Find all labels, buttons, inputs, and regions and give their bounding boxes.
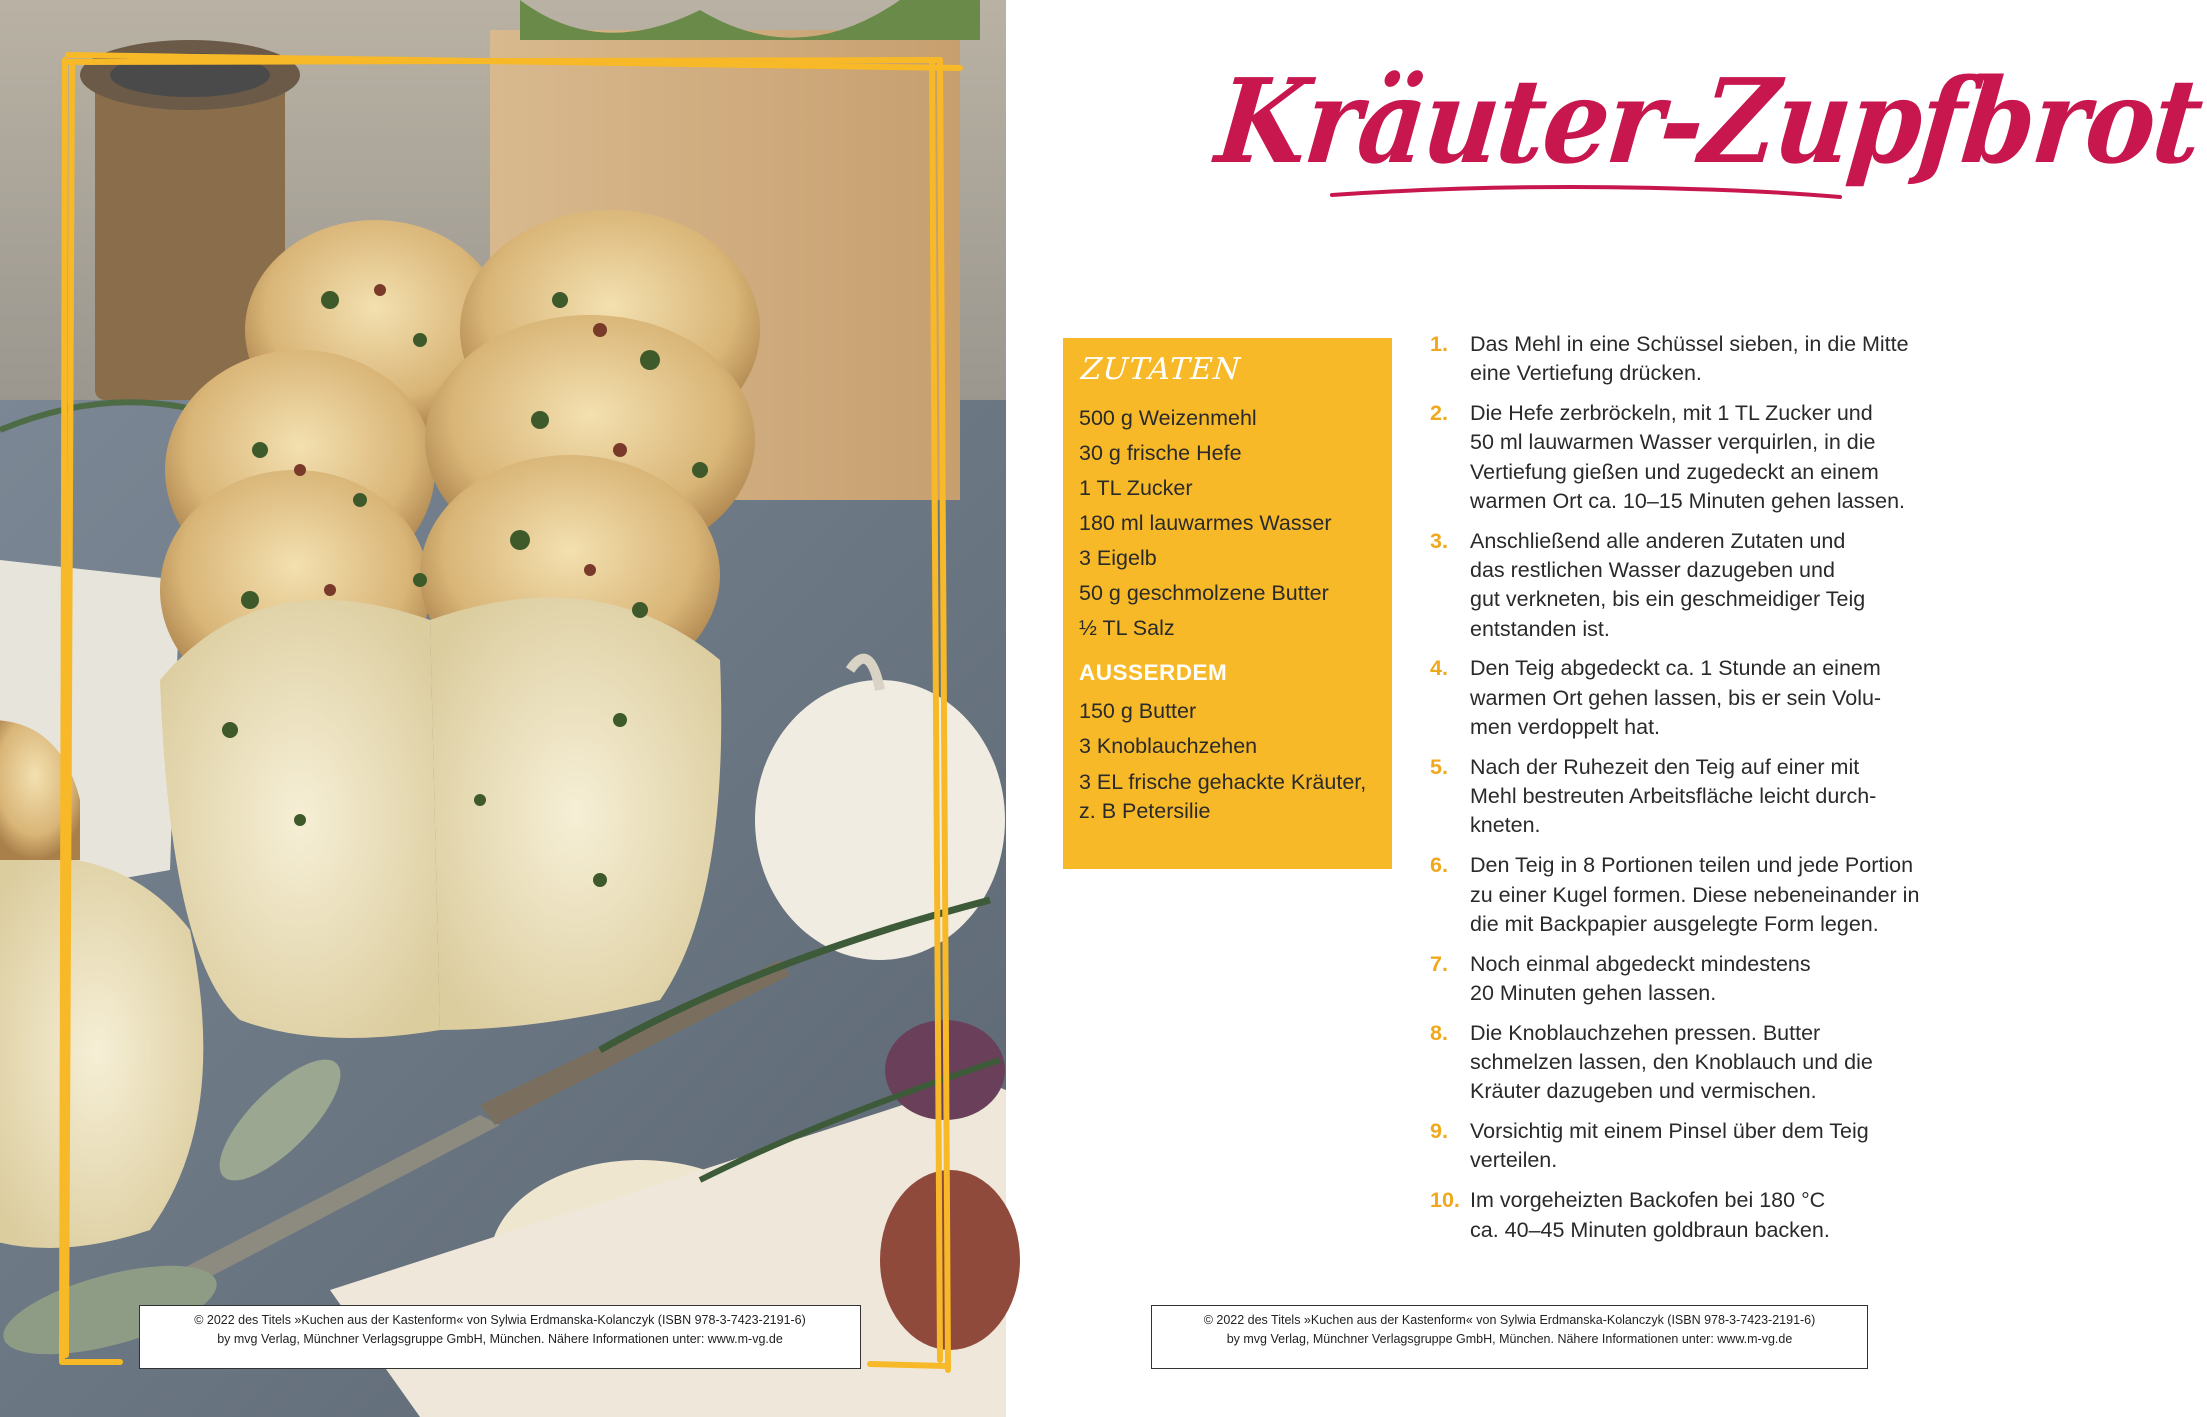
extra-ingredient-item: 3 Knoblauchzehen bbox=[1079, 734, 1258, 758]
step-text-line: Mehl bestreuten Arbeitsfläche leicht durch- bbox=[1470, 784, 1877, 809]
step-text-line: 50 ml lauwarmen Wasser verquirlen, in die bbox=[1470, 430, 1876, 455]
step-text-line: men verdoppelt hat. bbox=[1470, 715, 1661, 740]
step-number: 7. bbox=[1430, 951, 1448, 976]
title-swash-underline bbox=[1330, 175, 1850, 215]
step-text-line: Den Teig in 8 Portionen teilen und jede Portion bbox=[1470, 853, 1914, 878]
ingredient-item: ½ TL Salz bbox=[1079, 616, 1175, 640]
step-item bbox=[1430, 330, 1970, 389]
step-item bbox=[1430, 1019, 1970, 1107]
step-text-line: Die Knoblauchzehen pressen. Butter bbox=[1470, 1020, 1821, 1045]
step-text-line: Kräuter dazugeben und vermischen. bbox=[1470, 1079, 1817, 1104]
copyright-line-2: by mvg Verlag, Münchner Verlagsgruppe GmbH, München. Nähere Informationen unter: www.m-vg.de bbox=[1226, 1332, 1793, 1346]
step-text-line: Die Hefe zerbröckeln, mit 1 TL Zucker und bbox=[1470, 401, 1873, 426]
extra-ingredient-list bbox=[1079, 694, 1376, 826]
step-item bbox=[1430, 753, 1970, 841]
step-item bbox=[1430, 1186, 1970, 1245]
step-text-line: Noch einmal abgedeckt mindestens bbox=[1470, 951, 1811, 976]
step-item bbox=[1430, 851, 1970, 939]
step-number: 6. bbox=[1430, 853, 1448, 878]
ingredient-item: 1 TL Zucker bbox=[1079, 476, 1193, 500]
extra-ingredient-item: 150 g Butter bbox=[1079, 699, 1197, 723]
copyright-line-1: © 2022 des Titels »Kuchen aus der Kastenform« von Sylwia Erdmanska-Kolanczyk (ISBN 978-3-7423-2191-6) bbox=[194, 1313, 806, 1327]
step-number: 5. bbox=[1430, 754, 1448, 779]
ingredient-item: 30 g frische Hefe bbox=[1079, 441, 1242, 465]
step-text-line: Den Teig abgedeckt ca. 1 Stunde an einem bbox=[1470, 656, 1881, 681]
step-item bbox=[1430, 950, 1970, 1009]
ingredient-item: 3 Eigelb bbox=[1079, 546, 1157, 570]
step-text-line: Anschließend alle anderen Zutaten und bbox=[1470, 528, 1846, 553]
step-text-line: warmen Ort ca. 10–15 Minuten gehen lassen. bbox=[1470, 488, 1906, 513]
bread-photo-illustration bbox=[0, 0, 1006, 1417]
ingredient-list bbox=[1079, 401, 1376, 646]
copyright-notice-right bbox=[1151, 1305, 1868, 1369]
step-text-line: 20 Minuten gehen lassen. bbox=[1470, 980, 1717, 1005]
ingredients-heading: ZUTATEN bbox=[1079, 352, 1242, 387]
step-text-line: Vorsichtig mit einem Pinsel über dem Teig bbox=[1470, 1119, 1869, 1144]
ingredient-item: 180 ml lauwarmes Wasser bbox=[1079, 511, 1332, 535]
step-item bbox=[1430, 1117, 1970, 1176]
recipe-photo bbox=[0, 0, 1006, 1417]
step-text-line: entstanden ist. bbox=[1470, 616, 1610, 641]
step-item bbox=[1430, 399, 1970, 516]
step-item bbox=[1430, 654, 1970, 742]
step-text-line: zu einer Kugel formen. Diese nebeneinander in bbox=[1470, 882, 1920, 907]
copyright-notice-left bbox=[139, 1305, 861, 1369]
step-text-line: die mit Backpapier ausgelegte Form legen. bbox=[1470, 911, 1879, 936]
step-number: 4. bbox=[1430, 656, 1448, 681]
step-item bbox=[1430, 527, 1970, 644]
step-text-line: gut verkneten, bis ein geschmeidiger Teig bbox=[1470, 587, 1866, 612]
ingredient-item: 500 g Weizenmehl bbox=[1079, 406, 1257, 430]
step-text-line: eine Vertiefung drücken. bbox=[1470, 361, 1702, 386]
step-text-line: verteilen. bbox=[1470, 1148, 1558, 1173]
step-text-line: kneten. bbox=[1470, 813, 1541, 838]
ingredient-item: 50 g geschmolzene Butter bbox=[1079, 581, 1329, 605]
copyright-line-1: © 2022 des Titels »Kuchen aus der Kastenform« von Sylwia Erdmanska-Kolanczyk (ISBN 978-3-7423-2191-6) bbox=[1203, 1313, 1816, 1327]
extra-ingredients-heading: AUSSERDEM bbox=[1079, 660, 1228, 685]
recipe-title: Kräuter-Zupfbrot bbox=[1210, 52, 2207, 190]
step-number: 8. bbox=[1430, 1020, 1448, 1045]
step-text-line: Das Mehl in eine Schüssel sieben, in die Mitte bbox=[1470, 332, 1909, 356]
step-number: 3. bbox=[1430, 528, 1448, 553]
step-number: 10. bbox=[1430, 1188, 1460, 1213]
ingredients-box bbox=[1063, 338, 1392, 869]
step-number: 2. bbox=[1430, 401, 1448, 426]
extra-ingredient-item: 3 EL frische gehackte Kräuter, z. B Petersilie bbox=[1079, 770, 1367, 823]
step-text-line: Nach der Ruhezeit den Teig auf einer mit bbox=[1470, 754, 1860, 779]
step-text-line: Im vorgeheizten Backofen bei 180 °C bbox=[1470, 1188, 1826, 1213]
step-text-line: schmelzen lassen, den Knoblauch und die bbox=[1470, 1050, 1873, 1075]
step-number: 9. bbox=[1430, 1119, 1448, 1144]
preparation-steps bbox=[1430, 330, 1970, 1255]
step-number: 1. bbox=[1430, 332, 1448, 356]
step-text-line: das restlichen Wasser dazugeben und bbox=[1470, 558, 1835, 583]
step-text-line: Vertiefung gießen und zugedeckt an einem bbox=[1470, 459, 1879, 484]
step-text-line: warmen Ort gehen lassen, bis er sein Volu- bbox=[1470, 685, 1882, 710]
step-text-line: ca. 40–45 Minuten goldbraun backen. bbox=[1470, 1217, 1830, 1242]
copyright-line-2: by mvg Verlag, Münchner Verlagsgruppe GmbH, München. Nähere Informationen unter: www.m-vg.de bbox=[217, 1332, 783, 1346]
